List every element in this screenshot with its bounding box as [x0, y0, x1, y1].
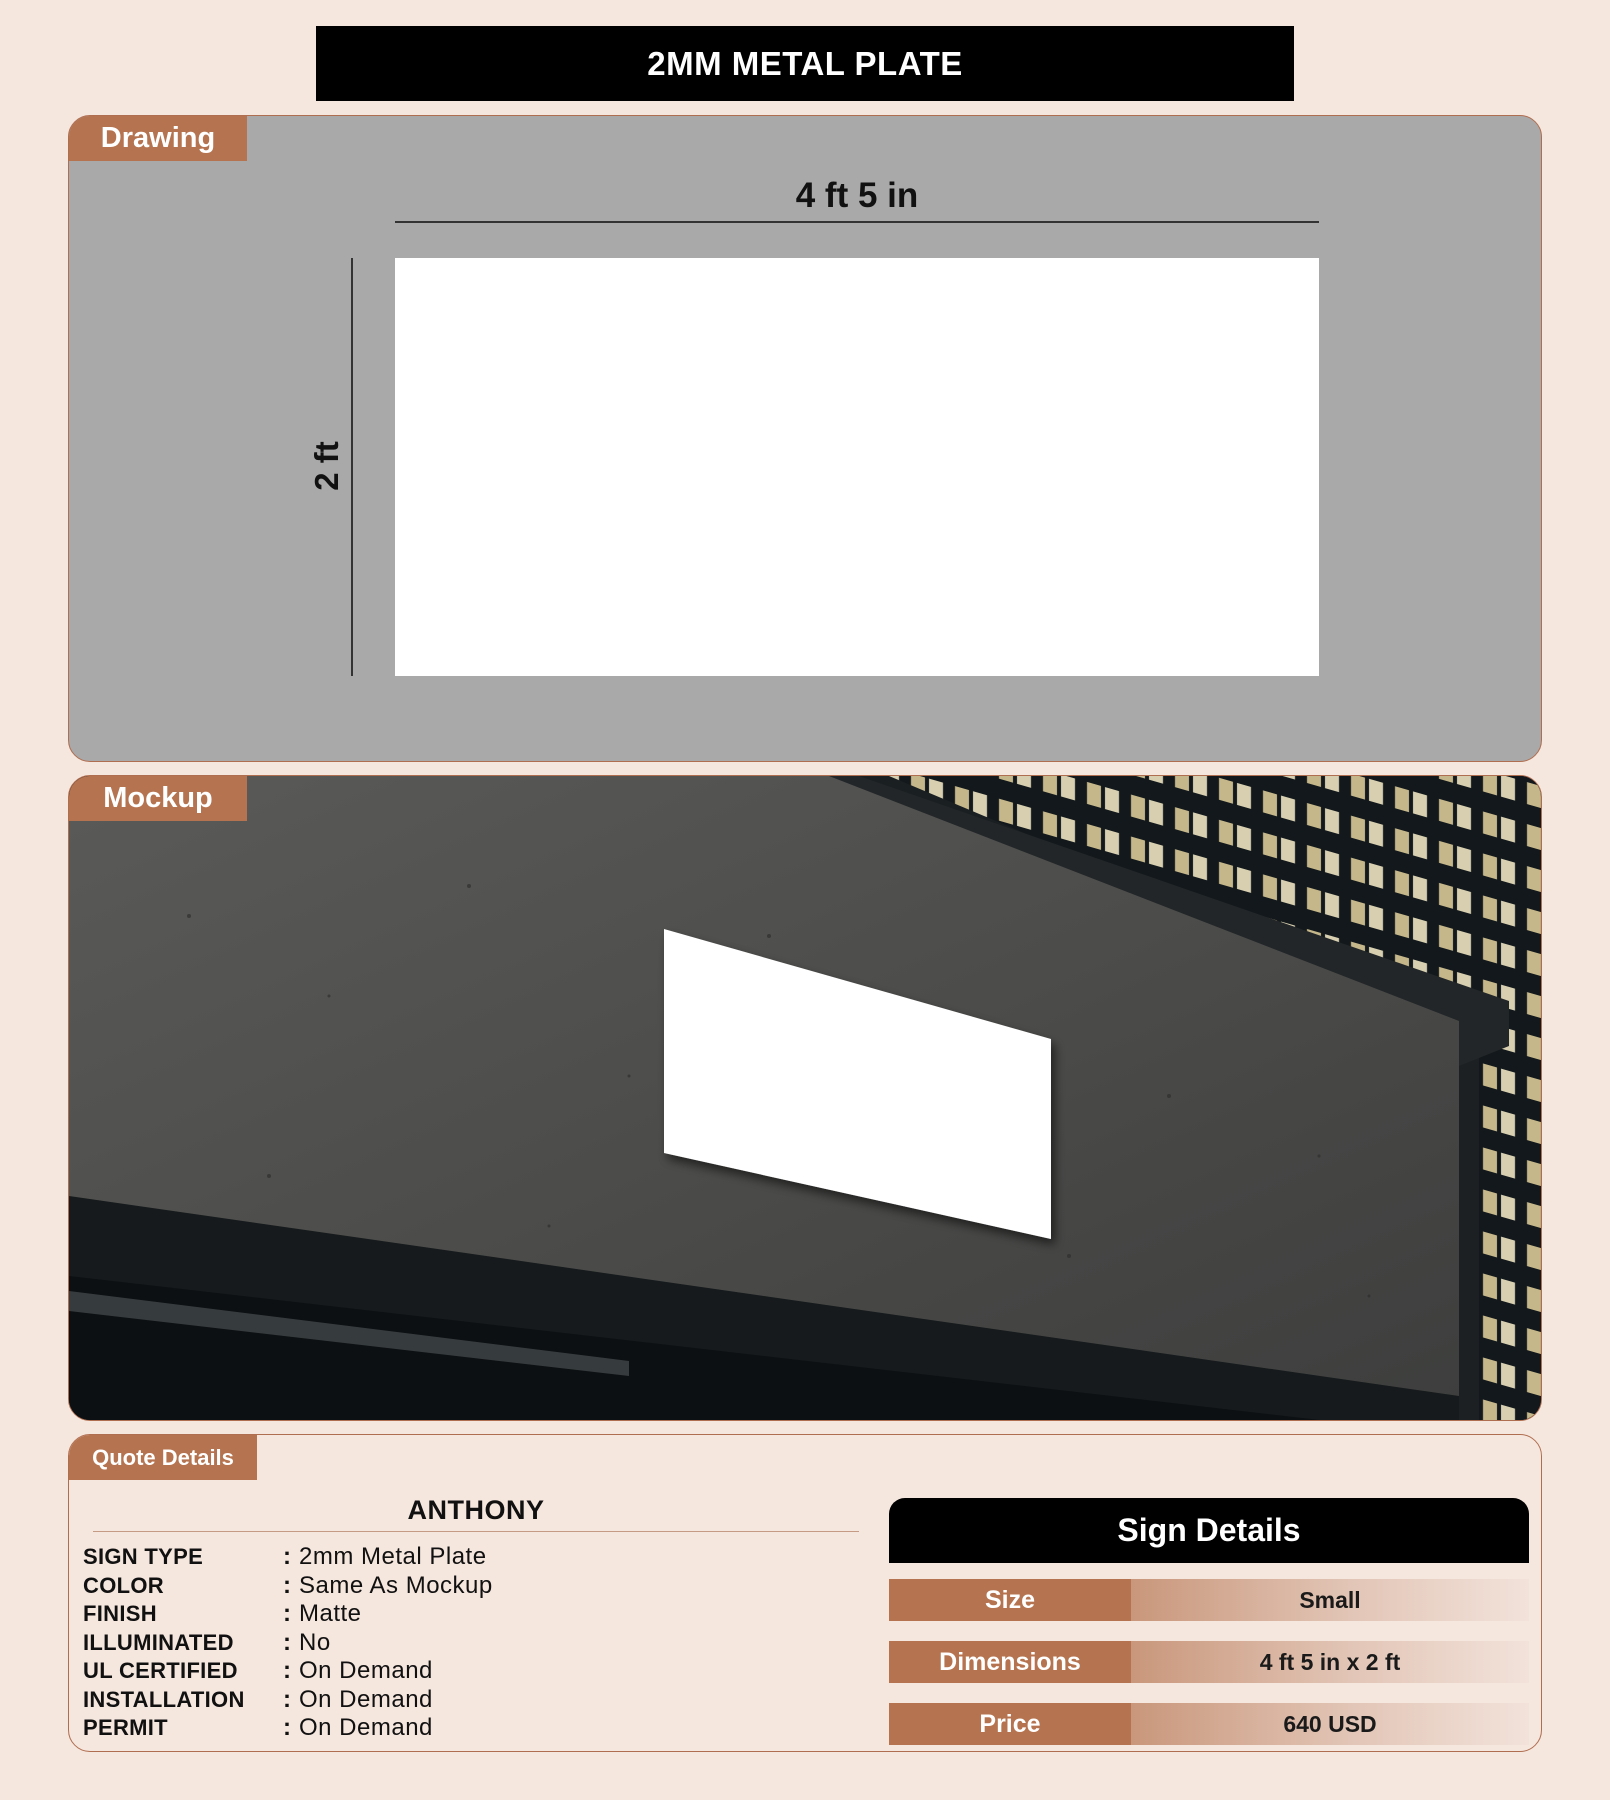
spec-value: No — [299, 1628, 331, 1656]
spec-key: INSTALLATION — [83, 1686, 245, 1712]
spec-value: On Demand — [299, 1657, 433, 1684]
spec-row — [83, 1714, 493, 1743]
sign-details-row-size — [889, 1579, 1529, 1621]
drawing-tab: Drawing — [69, 116, 247, 161]
drawing-panel — [68, 115, 1542, 762]
width-dimension-label: 4 ft 5 in — [795, 176, 919, 215]
quote-details-panel — [68, 1434, 1542, 1752]
quote-details-tab: Quote Details — [69, 1435, 257, 1480]
size-value: Small — [1131, 1579, 1529, 1621]
spec-colon: : — [283, 1600, 291, 1627]
spec-row — [83, 1543, 493, 1572]
spec-key: FINISH — [83, 1601, 157, 1626]
spec-value: On Demand — [299, 1714, 433, 1741]
mockup-panel — [68, 775, 1542, 1421]
spec-colon: : — [283, 1714, 291, 1741]
spec-value: On Demand — [299, 1685, 433, 1713]
size-label: Size — [889, 1579, 1131, 1621]
spec-value: Same As Mockup — [299, 1571, 493, 1599]
spec-value: 2mm Metal Plate — [299, 1543, 487, 1570]
client-name: ANTHONY — [407, 1495, 545, 1525]
page-title: 2MM METAL PLATE — [316, 26, 1294, 101]
client-divider — [93, 1531, 859, 1532]
spec-colon: : — [283, 1571, 291, 1599]
height-dimension-text: 2 ft — [308, 441, 345, 491]
spec-row — [83, 1686, 493, 1715]
spec-key: ILLUMINATED — [83, 1629, 234, 1655]
spec-key: COLOR — [83, 1572, 164, 1598]
spec-row — [83, 1572, 493, 1601]
sign-details-title: Sign Details — [889, 1498, 1529, 1563]
height-dimension-line — [351, 258, 353, 676]
spec-colon: : — [283, 1628, 291, 1656]
dimensions-label: Dimensions — [889, 1641, 1131, 1683]
mockup-scene-image — [69, 776, 1542, 1421]
spec-value: Matte — [299, 1600, 362, 1627]
price-value: 640 USD — [1131, 1703, 1529, 1745]
spec-key: SIGN TYPE — [83, 1544, 204, 1569]
spec-row — [83, 1657, 493, 1686]
sign-details-row-dimensions — [889, 1641, 1529, 1683]
sign-drawing — [395, 258, 1319, 676]
spec-colon: : — [283, 1543, 291, 1570]
spec-row — [83, 1629, 493, 1658]
spec-key: PERMIT — [83, 1715, 168, 1740]
spec-key: UL CERTIFIED — [83, 1658, 238, 1683]
spec-list — [83, 1543, 493, 1743]
spec-colon: : — [283, 1657, 291, 1684]
price-label: Price — [889, 1703, 1131, 1745]
dimensions-value: 4 ft 5 in x 2 ft — [1131, 1641, 1529, 1683]
sign-details-row-price — [889, 1703, 1529, 1745]
mockup-tab: Mockup — [69, 776, 247, 821]
spec-row — [83, 1600, 493, 1629]
spec-colon: : — [283, 1685, 291, 1713]
width-dimension-line — [395, 221, 1319, 223]
